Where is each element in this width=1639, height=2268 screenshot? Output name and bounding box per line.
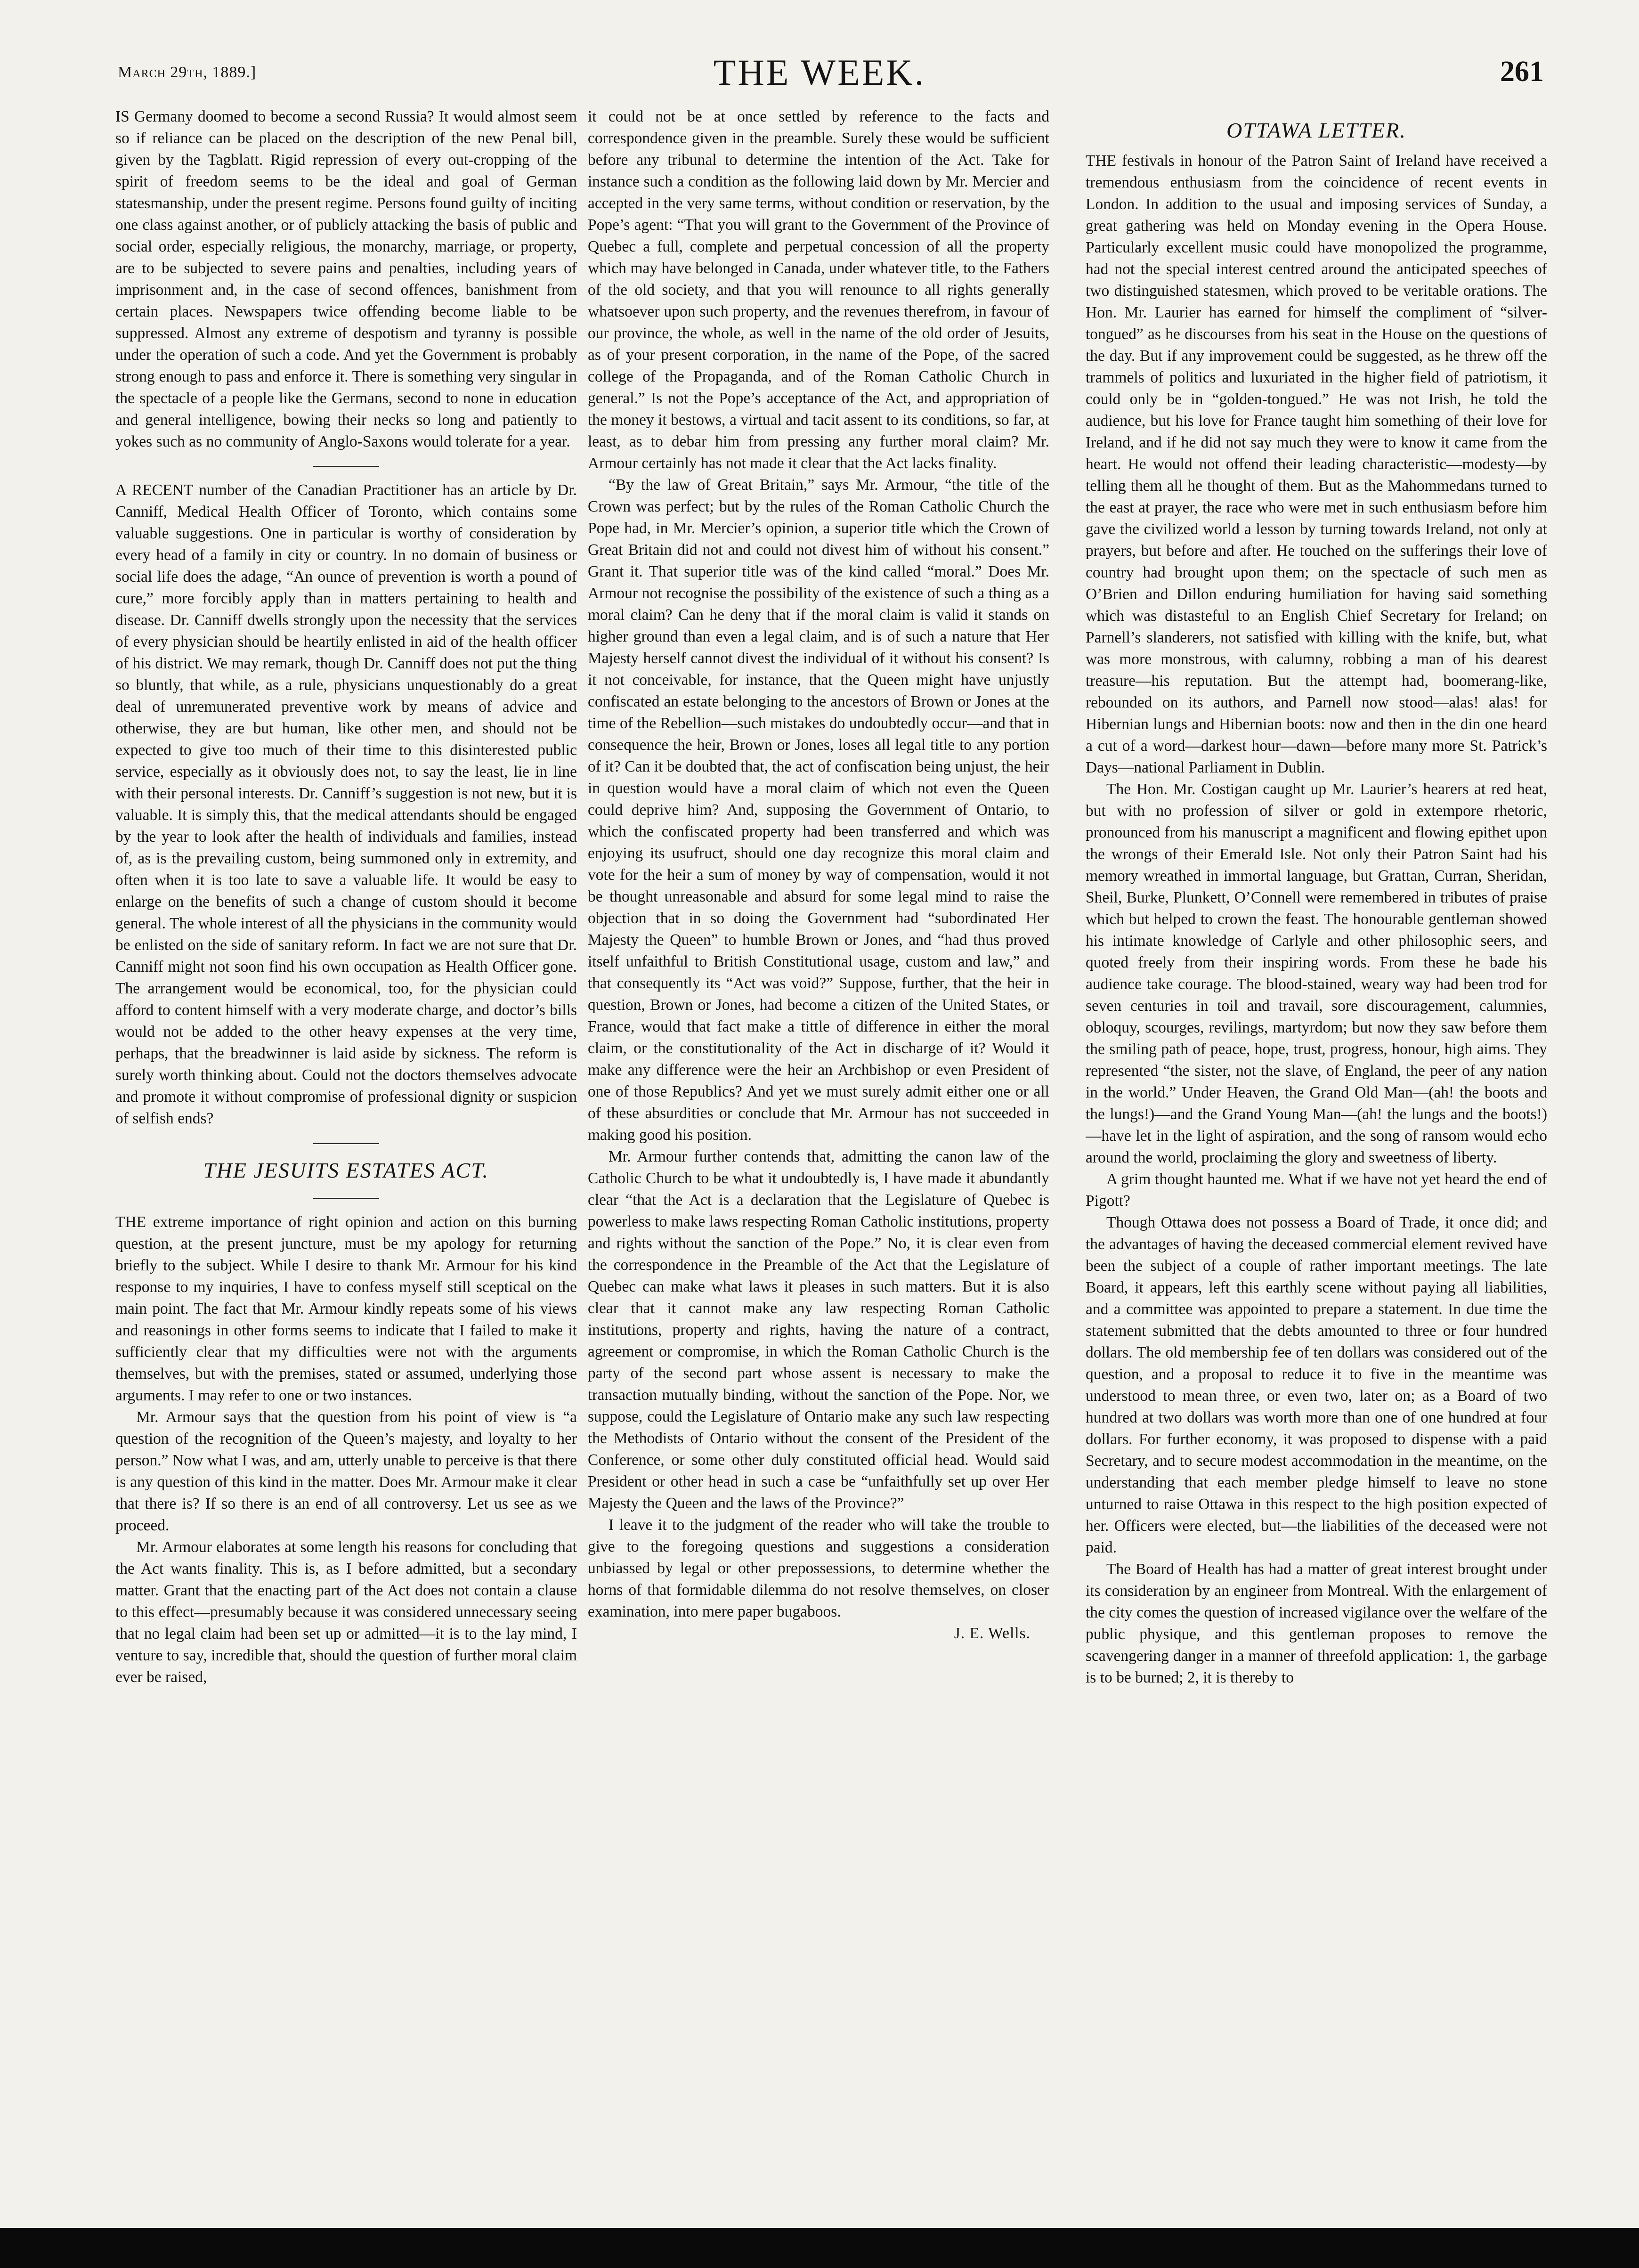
issue-date: March 29th, 1889.]: [118, 64, 257, 81]
column-1: [115, 106, 577, 2216]
divider-rule: [313, 1198, 379, 1199]
paragraph-pigott: A grim thought haunted me. What if we have not yet heard the end of Pigott?: [1086, 1171, 1547, 1210]
paragraph-jesuits-preamble: it could not be at once settled by reference to the facts and correspondence given in the preamble. Surely these would be sufficient before any tribunal to determine the intention of the Act. Take for instance such a condition as the following laid down by Mr. Mercier and accepted in the very same terms, without condition or reservation, by the Pope’s agent: “That you will grant to the Government of the Province of Quebec a full, complete and perpetual concession of all the property which may have belonged in Canada, under whatever title, to the Fathers of the old society, and that you will renounce to all rights generally whatsoever upon such property, and the revenues therefrom, in favour of our province, the whole, as well in the name of the old order of Jesuits, as of your present corporation, in the name of the Pope, of the sacred college of the Propaganda, and of the Roman Catholic Church in general.” Is not the Pope’s acceptance of the Act, and appropriation of the money it bestows, a virtual and tacit assent to its conditions, so far, at least, as to debar him from pressing any further moral claim? Mr. Armour certainly has not made it clear that the Act lacks finality.: [588, 108, 1049, 472]
paragraph-board-of-health: The Board of Health has had a matter of great interest brought under its consideration by an engineer from Montreal. With the enlargement of the city comes the question of increased vigilance over the welfare of the public physique, and this gentleman proposes to remove the scavengering danger in a manner of threefold application: 1, the garbage is to be burned; 2, it is thereby to: [1086, 1561, 1547, 1686]
masthead-title: THE WEEK.: [713, 52, 926, 93]
column-3: [1086, 106, 1547, 2216]
paragraph-jesuits-finality: Mr. Armour elaborates at some length his reasons for concluding that the Act wants finality. This is, as I before admitted, but a secondary matter. Grant that the enacting part of the Act does not contain a clause to this effect—presumably because it was considered unnecessary seeing that no legal claim had been set up or admitted—it is to the lay mind, I venture to say, incredible that, should the question of further moral claim ever be raised,: [115, 1538, 577, 1686]
paragraph-board-of-trade: Though Ottawa does not possess a Board of Trade, it once did; and the advantages of having the deceased commercial element revived have been the subject of a couple of rather important meetings. The late Board, it appears, left this earthly scene without paying all liabilities, and a committee was appointed to prepare a statement. In due time the statement submitted that the debts amounted to three or four hundred dollars. The old membership fee of ten dollars was considered out of the question, and a proposal to reduce it to five in the meantime was understood to mean three, or even two, later on; as a Board of two hundred at two dollars was worth more than one of one hundred at four dollars. For further economy, it was proposed to dispense with a paid Secretary, and to secure modest accommodation in the meantime, on the understanding that each member pledge himself to leave no stone unturned to raise Ottawa in this respect to the high position expected of her. Officers were elected, but—the liabilities of the deceased were not paid.: [1086, 1214, 1547, 1556]
paragraph-st-patrick: THE festivals in honour of the Patron Saint of Ireland have received a tremendous enthusiasm from the coincidence of recent events in London. In addition to the usual and imposing services of Sunday, a great gathering was held on Monday evening in the Opera House. Particularly excellent music could have monopolized the programme, had not the special interest centred around the anticipated speeches of two distinguished statesmen, which proved to be veritable orations. The Hon. Mr. Laurier has earned for himself the compliment of “silver-tongued” as he discourses from his seat in the House on the questions of the day. But if any improvement could be suggested, as he threw off the trammels of politics and luxuriated in the higher field of patriotism, it could only be in “golden-tongued.” He was not Irish, he told the audience, but his love for France taught him something of their love for Ireland, and if he did not say much they were to know it came from the heart. He would not offend their leading characteristic—modesty—by telling them all he thought of them. But as the Mahommedans turned to the east at prayer, the race who were met in such enthusiasm before him gave the civilized world a lesson by turning towards Ireland, not only at prayers, but before and after. He touched on the sufferings their love of country had brought upon them; on the spectacle of such men as O’Brien and Dillon enduring humiliation for having said something which was distasteful to an English Chief Secretary for Ireland; on Parnell’s slanderers, not satisfied with killing with the knife, but, what was more monstrous, with calumny, robbing a man of his dearest treasure—his reputation. But the attempt had, boomerang-like, rebounded on its authors, and Parnell now stood—alas! alas! for Hibernian lungs and Hibernian boots: now and then in the din one heard a cut of a word—darkest hour—dawn—before many more St. Patrick’s Days—national Parliament in Dublin.: [1086, 152, 1547, 776]
divider-rule: [313, 1143, 379, 1144]
divider-rule: [313, 466, 379, 467]
paragraph-costigan: The Hon. Mr. Costigan caught up Mr. Laurier’s hearers at red heat, but with no profession of silver or gold in extempore rhetoric, pronounced from his manuscript a magnificent and flowing epithet upon the wrongs of their Emerald Isle. Not only their Patron Saint had his memory wreathed in immortal language, but Grattan, Curran, Sheridan, Sheil, Burke, Plunkett, O’Connell were remembered in tributes of praise which but helped to crown the feast. The honourable gentleman showed his intimate knowledge of Carlyle and other philosophic seers, and quoted freely from their inspiring words. From these he bade his audience take courage. The blood-stained, weary way had been trod for seven centuries in toil and travail, sore discouragement, calumnies, obloquy, scourges, revilings, martyrdom; but now they saw before them the smiling path of peace, hope, trust, progress, honour, high aims. They represented “the sister, not the slave, of England, the peer of any nation in the world.” Under Heaven, the Grand Old Man—(ah! the boots and the lungs!)—and the Grand Young Man—(ah! the lungs and the boots!)—have let in the light of aspiration, and the song of ransom would echo around the world, proclaiming the glory and sweetness of liberty.: [1086, 780, 1547, 1166]
paragraph-canon-law: Mr. Armour further contends that, admitting the canon law of the Catholic Church to be what it undoubtedly is, I have made it abundantly clear “that the Act is a declaration that the Legislature of Quebec is powerless to make laws respecting Roman Catholic institutions, property and rights without the sanction of the Pope.” No, it is clear even from the correspondence in the Preamble of the Act that the Legislature of Quebec can make what laws it pleases in such matters. But it is also clear that it cannot make any law respecting Roman Catholic institutions, property and rights, having the nature of a contract, agreement or compromise, in which the Roman Catholic Church is the party of the second part whose assent is necessary to make the transaction mutually binding, without the sanction of the Pope. Nor, we suppose, could the Legislature of Ontario make any such law respecting the Methodists of Ontario without the consent of the President of the Conference, or some other duly constituted official head. Would said President or other head in such a case be “unfaithfully set up over Her Majesty the Queen and the laws of the Province?”: [588, 1148, 1049, 1512]
paragraph-conclusion: I leave it to the judgment of the reader who will take the trouble to give to the foregoing questions and suggestions a consideration unbiassed by legal or other prepossessions, to determine whether the horns of that formidable dilemma do not resolve themselves, on closer examination, into mere paper bugaboos.: [588, 1516, 1049, 1620]
author-signature: J. E. Wells.: [954, 1625, 1030, 1642]
scan-bottom-edge: [0, 2228, 1639, 2268]
paragraph-germany-penal-bill: IS Germany doomed to become a second Russia? It would almost seem so if reliance can be placed on the description of the new Penal bill, given by the Tagblatt. Rigid repression of every out-cropping of the spirit of freedom seems to be the ideal and goal of German statesmanship, under the present regime. Persons found guilty of inciting one class against another, or of publicly attacking the basis of public and social order, especially religious, the monarchy, marriage, or property, are to be subjected to severe pains and penalties, including years of imprisonment and, in the case of second offences, banishment from certain places. Newspapers twice offending become liable to be suppressed. Almost any extreme of despotism and tyranny is possible under the operation of such a code. And yet the Government is probably strong enough to pass and enforce it. There is something very singular in the spectacle of a people like the Germans, second to none in education and general intelligence, bowing their necks so long and patiently to yokes such as no community of Anglo-Saxons would tolerate for a year.: [115, 108, 577, 450]
paragraph-law-of-britain: “By the law of Great Britain,” says Mr. Armour, “the title of the Crown was perfect; but by the rules of the Roman Catholic Church the Pope had, in Mr. Mercier’s opinion, a superior title which the Crown of Great Britain did not and could not divest him of without his consent.” Grant it. That superior title was of the kind called “moral.” Does Mr. Armour not recognise the possibility of the existence of such a thing as a moral claim? Can he deny that if the moral claim is valid it stands on higher ground than even a legal claim, and is of such a nature that Her Majesty herself cannot divest the individual of it without his consent? Is it not conceivable, for instance, that the Queen might have unjustly confiscated an estate belonging to the ancestors of Brown or Jones at the time of the Rebellion—such mistakes do undoubtedly occur—and that in consequence the heir, Brown or Jones, loses all legal title to any portion of it? Can it be doubted that, the act of confiscation being unjust, the heir in question would have a moral claim of which not even the Queen could deprive him? And, supposing the Government of Ontario, to which the confiscated property had been transferred and which was enjoying its usufruct, should one day recognize this moral claim and vote for the heir a sum of money by way of compensation, would it not be thought unreasonable and absurd for some legal mind to raise the objection that in so doing the Government had “subordinated Her Majesty the Queen” to humble Brown or Jones, and “had thus proved itself unfaithful to British Constitutional usage, custom and law,” and that consequently its “Act was void?” Suppose, further, that the heir in question, Brown or Jones, had become a citizen of the United States, or France, would that fact make a tittle of difference in either the moral claim, or the constitutionality of the Act in discharge of it? Would it make any difference were the heir an Archbishop or even President of one of those Republics? And yet we must surely admit either one or all of these absurdities or conclude that Mr. Armour has not succeeded in making good his position.: [588, 476, 1049, 1144]
page-number: 261: [1500, 56, 1544, 88]
paragraph-jesuits-intro: THE extreme importance of right opinion and action on this burning question, at the present juncture, must be my apology for returning briefly to the subject. While I desire to thank Mr. Armour for his kind response to my inquiries, I have to confess myself still sceptical on the main point. The fact that Mr. Armour kindly repeats some of his views and reasonings in other forms seems to indicate that I failed to make it sufficiently clear that my difficulties were not with the arguments themselves, but with the premises, stated or assumed, underlying those arguments. I may refer to one or two instances.: [115, 1213, 577, 1404]
paragraph-jesuits-queen: Mr. Armour says that the question from his point of view is “a question of the recognition of the Queen’s majesty, and loyalty to her person.” Now what I was, and am, utterly unable to perceive is that there is any question of this kind in the matter. Does Mr. Armour make it clear that there is? If so there is an end of all controversy. Let us see as we proceed.: [115, 1408, 577, 1534]
column-2: [588, 106, 1049, 2216]
section-title-jesuits: THE JESUITS ESTATES ACT.: [203, 1158, 489, 1182]
page-header: [0, 45, 1639, 101]
paragraph-canniff-health: A RECENT number of the Canadian Practitioner has an article by Dr. Canniff, Medical Health Officer of Toronto, which contains some valuable suggestions. One in particular is worthy of consideration by every head of a family in city or country. In no domain of business or social life does the adage, “An ounce of prevention is worth a pound of cure,” more forcibly apply than in matters pertaining to health and disease. Dr. Canniff dwells strongly upon the necessity that the services of every physician should be heartily enlisted in aid of the health officer of his district. We may remark, though Dr. Canniff does not put the thing so bluntly, that while, as a rule, physicians unquestionably do a great deal of unremunerated preventive work by means of advice and otherwise, they are but human, like other men, and should not be expected to give too much of their time to this disinterested public service, especially as it obviously does not, to say the least, lie in line with their personal interests. Dr. Canniff’s suggestion is not new, but it is valuable. It is simply this, that the medical attendants should be engaged by the year to look after the health of individuals and families, instead of, as is the prevailing custom, being summoned only in extremity, and often when it is too late to save a valuable life. It would be easy to enlarge on the benefits of such a change of custom should it become general. The whole interest of all the physicians in the community would be enlisted on the side of sanitary reform. In fact we are not sure that Dr. Canniff might not soon find his own occupation as Health Officer gone. The arrangement would be economical, too, for the physician could afford to content himself with a very moderate charge, and doctor’s bills would not be added to the other heavy expenses at the very time, perhaps, that the breadwinner is laid aside by sickness. The reform is surely worth thinking about. Could not the doctors themselves advocate and promote it without compromise of professional dignity or suspicion of selfish ends?: [115, 481, 577, 1127]
section-title-ottawa: OTTAWA LETTER.: [1226, 118, 1406, 142]
